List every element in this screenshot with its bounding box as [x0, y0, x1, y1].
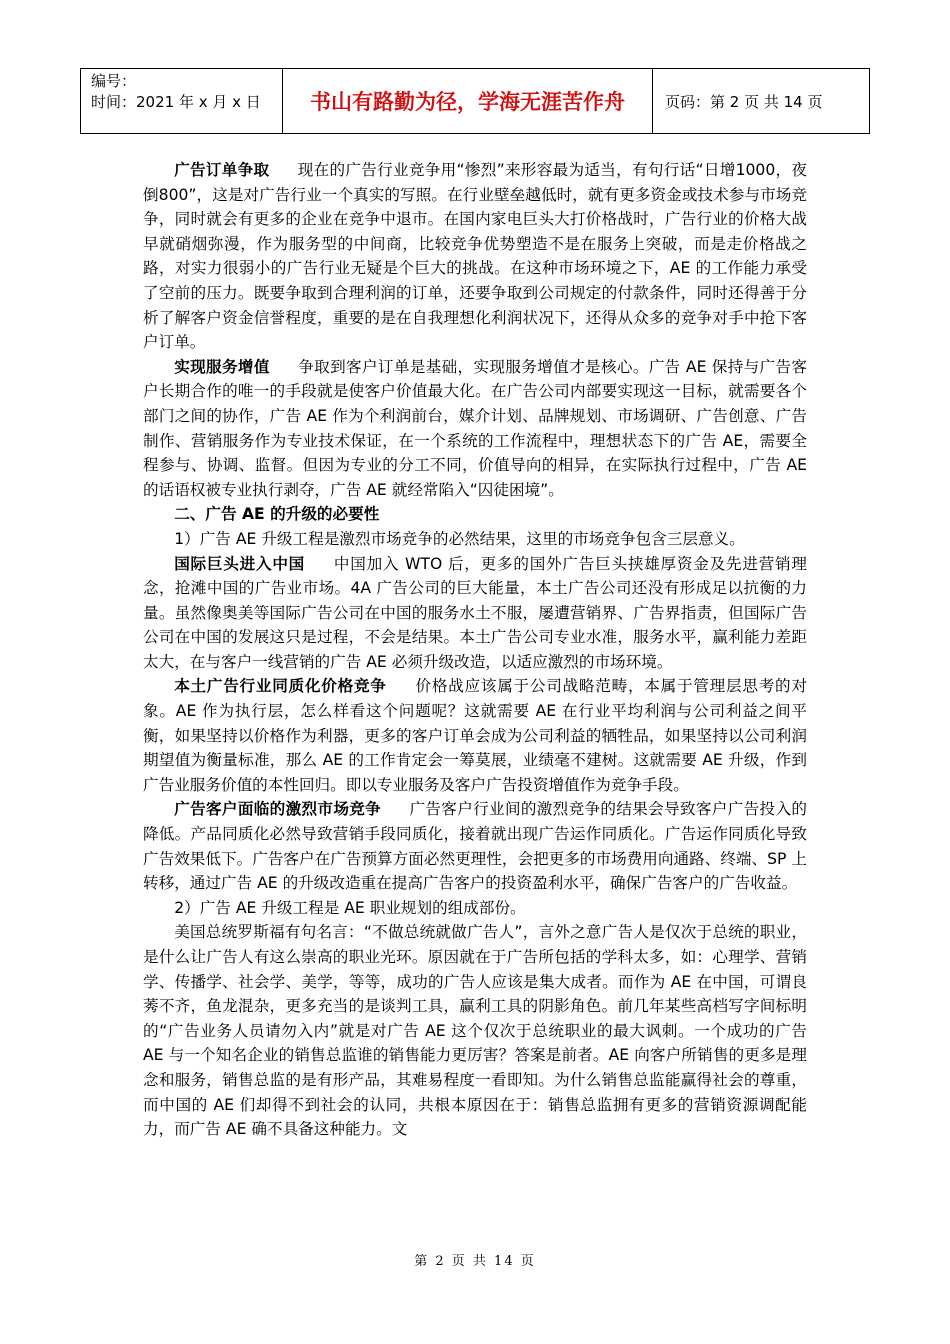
paragraph [143, 158, 807, 355]
paragraph-heading: 广告订单争取 [174, 161, 270, 179]
page-footer: 第 2 页 共 14 页 [414, 1254, 536, 1269]
paragraph-text: 价格战应该属于公司战略范畴，本属于管理层思考的对象。AE 作为执行层，怎么样看这个问题呢？这就需要 AE 在行业平均利润与公司利益之间平衡，如果坚持以价格作为利器，更多的客户订单会成为公司利益的牺牲品，如果坚持以公司利润期望值为衡量标准，那么 AE 的工作肯定会一筹莫展，业绩毫不建树。这就需要 AE 升级，作到广告业服务价值的本性回归。即以专业服务及客户广告投资增值作为竞争手段。 [143, 677, 807, 794]
header-meta [81, 69, 283, 133]
paragraph-text: 争取到客户订单是基础，实现服务增值才是核心。广告 AE 保持与广告客户长期合作的唯一的手段就是使客户价值最大化。在广告公司内部要实现这一目标，就需要各个部门之间的协作，广告 AE 作为个利润前台，媒介计划、品牌规划、市场调研、广告创意、广告制作、营销服务作为专业技术保证，在一个系统的工作流程中，理想状态下的广告 AE，需要全程参与、协调、监督。但因为专业的分工不同，价值导向的相异，在实际执行过程中，广告 AE 的话语权被专业执行剥夺，广告 AE 就经常陷入“囚徒困境”。 [143, 357, 807, 499]
paragraph [143, 552, 807, 675]
paragraph-text: 1）广告 AE 升级工程是激烈市场竞争的必然结果，这里的市场竞争包含三层意义。 [174, 529, 745, 548]
page-header [80, 68, 870, 134]
paragraph-text: 2）广告 AE 升级工程是 AE 职业规划的组成部份。 [174, 898, 526, 917]
paragraph-text: 美国总统罗斯福有句名言：“不做总统就做广告人”，言外之意广告人是仅次于总统的职业，是什么让广告人有这么崇高的职业光环。原因就在于广告所包括的学科太多，如：心理学、营销学、传播学、社会学、美学，等等，成功的广告人应该是集大成者。而作为 AE 在中国，可谓良莠不齐，鱼龙混杂，更多充当的是谈判工具，赢利工具的阴影角色。前几年某些高档写字间标明的“广告业务人员请勿入内”就是对广告 AE 这个仅次于总统职业的最大讽刺。一个成功的广告 AE 与一个知名企业的销售总监谁的销售能力更厉害？答案是前者。AE 向客户所销售的更多是理念和服务，销售总监的是有形产品，其难易程度一看即知。为什么销售总监能赢得社会的尊重，而中国的 AE 们却得不到社会的认同，共根本原因在于：销售总监拥有更多的营销资源调配能力，而广告 AE 确不具备这种能力。文 [143, 923, 807, 1139]
section-heading-text: 二、广告 AE 的升级的必要性 [174, 505, 380, 524]
paragraph-heading: 本土广告行业同质化价格竞争 [174, 677, 387, 696]
paragraph-text: 现在的广告行业竞争用“惨烈”来形容最为适当，有句行话“日增1000，夜倒800”，这是对广告行业一个真实的写照。在行业壁垒越低时，就有更多资金或技术参与市场竞争，同时就会有更多的企业在竞争中退市。在国内家电巨头大打价格战时，广告行业的价格大战早就硝烟弥漫，作为服务型的中间商，比较竞争优势塑造不是在服务上突破，而是走价格战之路，对实力很弱小的广告行业无疑是个巨大的挑战。在这种市场环境之下，AE 的工作能力承受了空前的压力。既要争取到合理利润的订单，还要争取到公司规定的付款条件，同时还得善于分析了解客户资金信誉程度，重要的是在自我理想化利润状况下，还得从众多的竞争对手中抢下客户订单。 [143, 161, 807, 352]
paragraph [143, 896, 807, 921]
paragraph-heading: 广告客户面临的激烈市场竞争 [174, 800, 382, 819]
paragraph-text: 广告客户行业间的激烈竞争的结果会导致客户广告投入的降低。产品同质化必然导致营销手段同质化，接着就出现广告运作同质化。广告运作同质化导致广告效果低下。广告客户在广告预算方面必然更理性，会把更多的市场费用向通路、终端、SP 上转移，通过广告 AE 的升级改造重在提高广告客户的投资盈利水平，确保广告客户的广告收益。 [143, 800, 807, 893]
document-body [143, 158, 807, 1142]
header-motto: 书山有路勤为径，学海无涯苦作舟 [283, 69, 653, 133]
paragraph-heading: 国际巨头进入中国 [174, 554, 306, 573]
section-heading [143, 502, 807, 527]
paragraph [143, 920, 807, 1141]
header-page-label: 页码：第 2 页 共 14 页 [665, 92, 823, 111]
number-label: 编号： [91, 72, 137, 90]
paragraph [143, 355, 807, 503]
paragraph [143, 797, 807, 895]
date-label: 时间：2021 年 x 月 x 日 [91, 93, 261, 111]
paragraph-text: 中国加入 WTO 后，更多的国外广告巨头挟雄厚资金及先进营销理念，抢滩中国的广告业市场。4A 广告公司的巨大能量，本土广告公司还没有形成足以抗衡的力量。虽然像奥美等国际广告公司在中国的服务水土不服，屡遭营销界、广告界指责，但国际广告公司在中国的发展这只是过程，不会是结果。本土广告公司专业水准，服务水平，赢利能力差距太大，在与客户一线营销的广告 AE 必须升级改造，以适应激烈的市场环境。 [143, 554, 807, 671]
paragraph [143, 674, 807, 797]
paragraph [143, 527, 807, 552]
paragraph-heading: 实现服务增值 [174, 357, 270, 376]
